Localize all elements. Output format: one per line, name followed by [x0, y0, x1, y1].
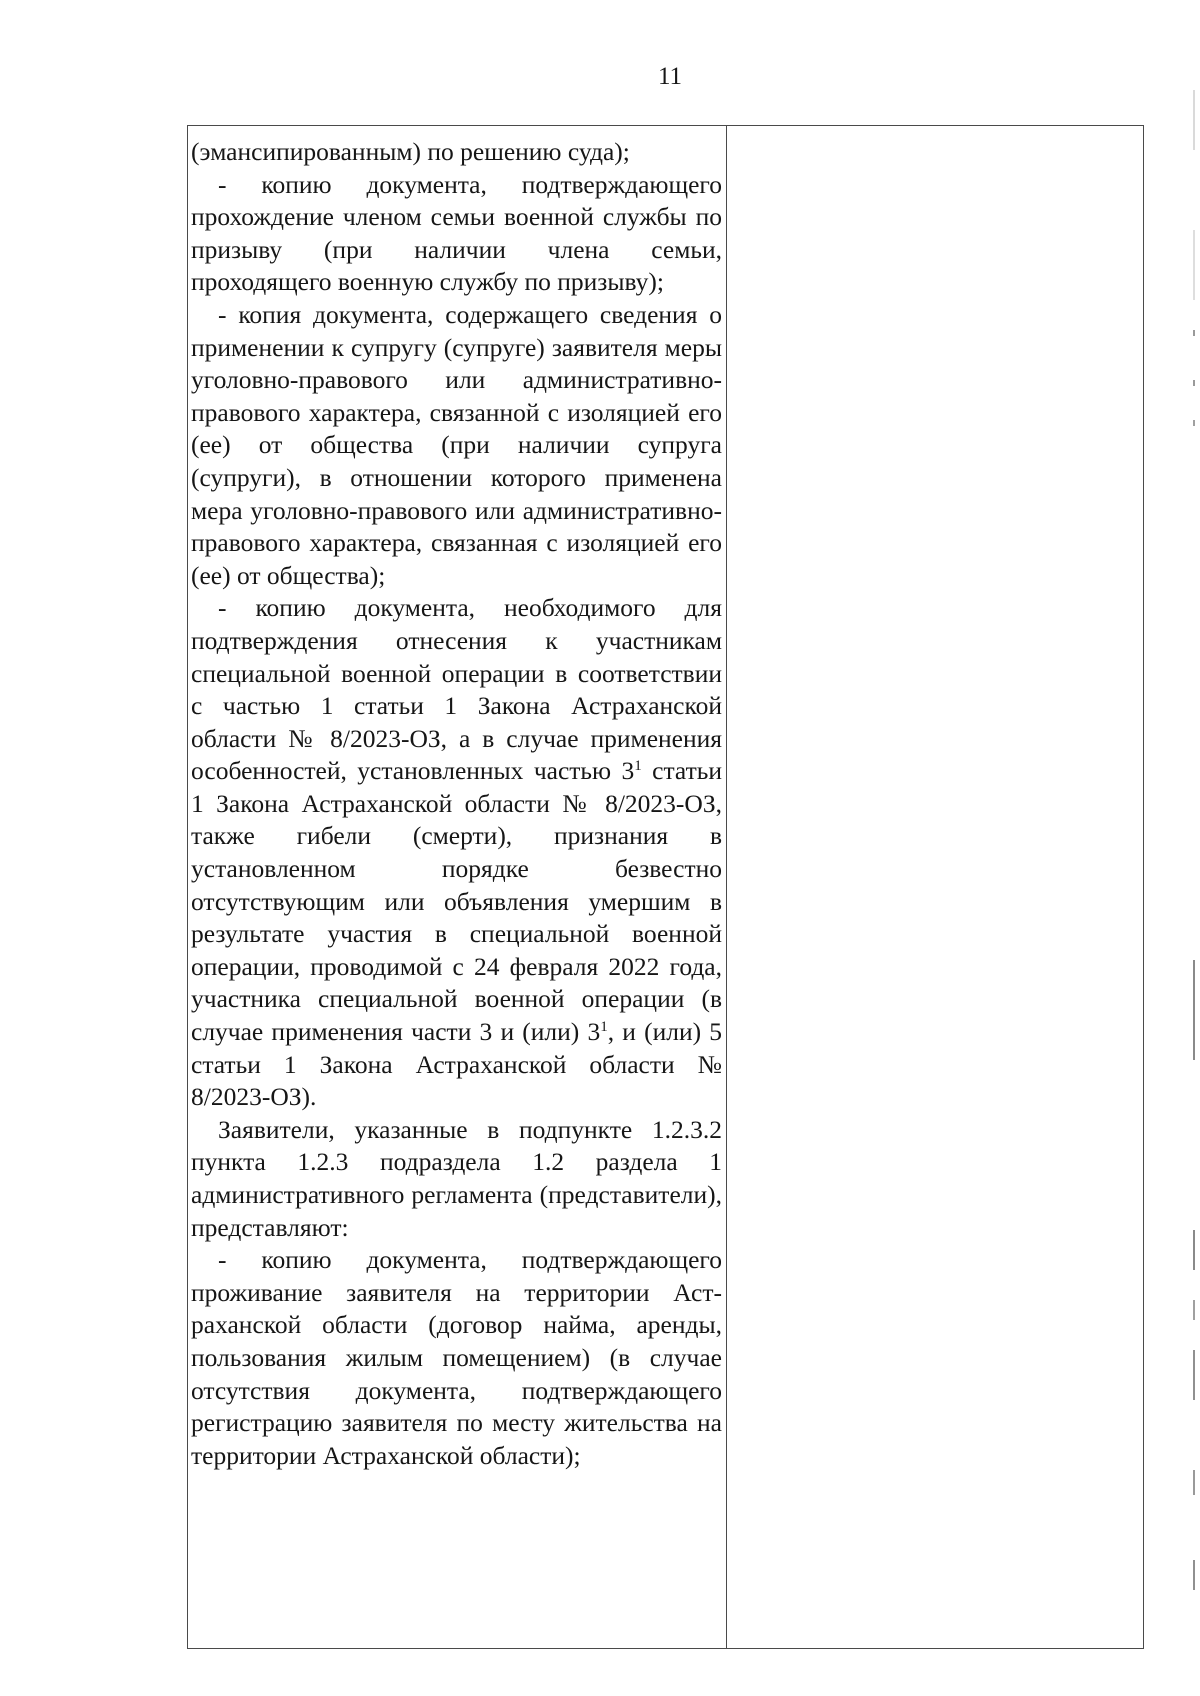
document-table: [187, 125, 1144, 1649]
table-cell-left: [188, 126, 727, 1649]
paragraph-p6: [191, 1244, 722, 1472]
superscript: 1: [634, 758, 642, 775]
superscript: 1: [600, 1019, 608, 1036]
scan-edge-marks: [1188, 0, 1200, 1696]
text-run: Заявители, указанные в подпункте 1.2.3.2 пункта 1.2.3 подраздела 1.2 раздела 1 административного регламента (представители), представляют:: [191, 1114, 722, 1242]
text-run: - копия документа, содержащего сведения о применении к супругу (супруге) заявителя меры уголовно-правового или административно-правового характера, связанной с изоляцией его (ее) от общества (при наличии супруга (супруги), в отношении которого применена мера уголовно-правового или административно-правового характера, связанная с изоляцией его (ее) от общества);: [191, 299, 722, 590]
table-cell-right: [727, 126, 1144, 1649]
text-run: , и (или) 5 статьи 1 Закона Астраханской области № 8/2023-ОЗ).: [191, 1017, 723, 1112]
text-run: - копию документа, необходимого для подтверждения отнесения к участникам специальной военной операции в соответствии с частью 1 статьи 1 Закона Астраханской области № 8/2023-ОЗ, а в случае применения особенностей, установленных частью 3: [191, 593, 722, 786]
paragraph-p1: [191, 136, 722, 169]
paragraph-p5: [191, 1114, 722, 1244]
page-number: 11: [657, 63, 683, 90]
paragraph-p2: [191, 169, 722, 299]
paragraph-p4: [191, 592, 722, 1114]
paragraph-p3: [191, 299, 722, 592]
text-run: - копию документа, подтверждающего проживание заявителя на территории Астраханской области (договор найма, аренды, пользования жилым помещением) (в случае отсутствия документа, подтверждающего регистрацию заявителя по месту жительства на территории Астраханской области);: [191, 1245, 722, 1470]
cell-text: [188, 126, 726, 1472]
text-run: - копию документа, подтверждающего прохождение членом семьи военной службы по призыву (при наличии члена семьи, проходящего военную службу по призыву);: [191, 169, 722, 297]
text-run: (эмансипированным) по решению суда);: [191, 137, 630, 166]
table-row: [188, 126, 1144, 1649]
text-run: статьи 1 Закона Астраханской области № 8/2023-ОЗ, также гибели (смерти), признания в установленном порядке безвестно отсутствующим или объявления умершим в результате участия в специальной военной операции, проводимой с 24 февраля 2022 года, участника специальной военной операции (в случае применения части 3 и (или) 3: [191, 756, 722, 1047]
